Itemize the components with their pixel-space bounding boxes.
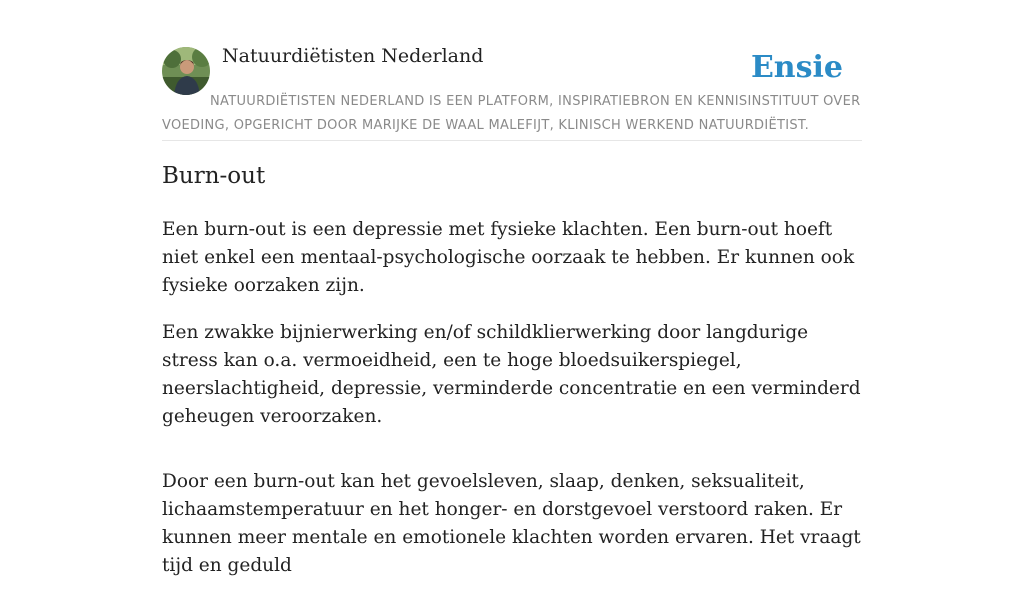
avatar-photo-icon	[162, 47, 210, 95]
brand-logo[interactable]: Ensie	[750, 50, 843, 85]
paragraph: Een burn-out is een depressie met fysieke klachten. Een burn-out hoeft niet enkel een mentaal-psychologische oorzaak te hebben. Er kunnen ook fysieke oorzaken zijn.	[162, 219, 855, 296]
paragraph: Een zwakke bijnierwerking en/of schildklierwerking door langdurige stress kan o.a. vermoeidheid, een te hoge bloedsuikerspiegel, neerslachtigheid, depressie, verminderde concentratie en een verminderd geheugen veroorzaken.	[162, 322, 861, 427]
header	[162, 0, 862, 141]
paragraph: Door een burn-out kan het gevoelsleven, slaap, denken, seksualiteit, lichaamstemperatuur en het honger- en dorstgevoel verstoord raken. Er kunnen meer mentale en emotionele klachten worden ervaren. Het vraagt tijd en geduld	[162, 471, 861, 576]
page	[162, 0, 862, 576]
author-description: NATUURDIËTISTEN NEDERLAND IS EEN PLATFORM, INSPIRATIEBRON EN KENNISINSTITUUT OVER VOEDING, OPGERICHT DOOR MARIJKE DE WAAL MALEFIJT, KLINISCH WERKEND NATUURDIËTIST.	[162, 94, 861, 133]
author-avatar[interactable]	[162, 47, 210, 95]
article-body	[162, 216, 862, 599]
author-name[interactable]: Natuurdiëtisten Nederland	[222, 45, 484, 67]
article-title: Burn-out	[162, 163, 266, 189]
